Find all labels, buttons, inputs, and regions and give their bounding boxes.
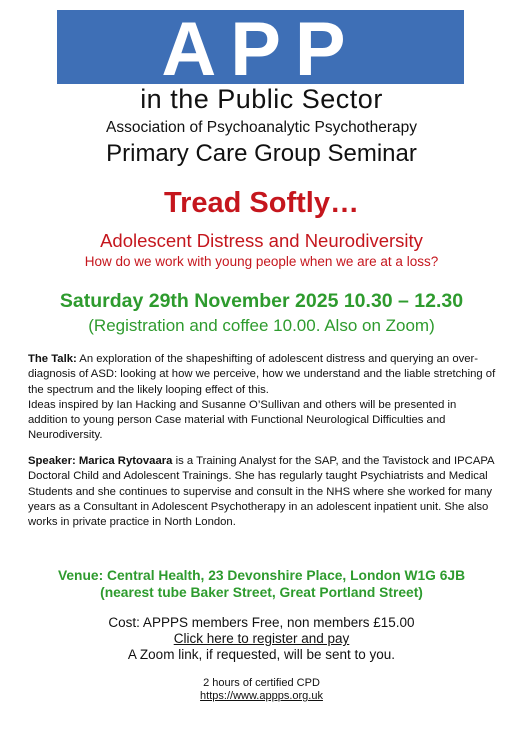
event-title: Tread Softly… (164, 187, 359, 219)
speaker-text: is a Training Analyst for the SAP, and the Tavistock and IPCAPA Doctoral Child and Adolescent Trainings. She has regularly taught Psychiatrists and Medical Students and she continues to supervise and consult in the NHS where she worked for many years as a Consultant in Adolescent Psychotherapy in an adolescent inpatient unit. She also works in private practice in North London. (28, 455, 494, 529)
speaker-label: Speaker: Marica Rytovaara (28, 455, 173, 467)
talk-label: The Talk: (28, 353, 77, 365)
logo-box (57, 7, 464, 92)
speaker-bio (28, 454, 498, 530)
logo-letters: APP (161, 7, 360, 92)
event-date: Saturday 29th November 2025 10.30 – 12.30 (59, 290, 464, 312)
talk-description (28, 352, 498, 444)
organisation-name: Association of Psychoanalytic Psychotherapy (105, 119, 418, 136)
logo-subtitle: in the Public Sector (140, 84, 383, 114)
seminar-name: Primary Care Group Seminar (106, 140, 417, 167)
venue-directions: (nearest tube Baker Street, Great Portland Street) (100, 585, 423, 600)
event-question: How do we work with young people when we are at a loss? (84, 254, 439, 269)
talk-text: An exploration of the shapeshifting of adolescent distress and querying an over-diagnosis of ASD: looking at how we perceive, how we understand and the liable stretching of the spectrum and the likely looping effect of this. (28, 353, 496, 396)
talk-text-2: Ideas inspired by Ian Hacking and Susanne O’Sullivan and others will be presented in addition to young person Case material with Functional Neurological Difficulties and Neurodiversity. (28, 398, 457, 442)
zoom-info: A Zoom link, if requested, will be sent to you. (127, 647, 396, 662)
website-link[interactable]: https://www.appps.org.uk (200, 690, 323, 702)
app-logo (30, 6, 493, 114)
event-registration-note: (Registration and coffee 10.00. Also on Zoom) (88, 316, 435, 335)
register-link[interactable]: Click here to register and pay (173, 631, 350, 646)
event-subtitle: Adolescent Distress and Neurodiversity (100, 230, 423, 251)
cost-info: Cost: APPPS members Free, non members £15.00 (108, 615, 415, 630)
venue-address: Venue: Central Health, 23 Devonshire Place, London W1G 6JB (57, 568, 466, 583)
cpd-info: 2 hours of certified CPD (203, 677, 320, 689)
